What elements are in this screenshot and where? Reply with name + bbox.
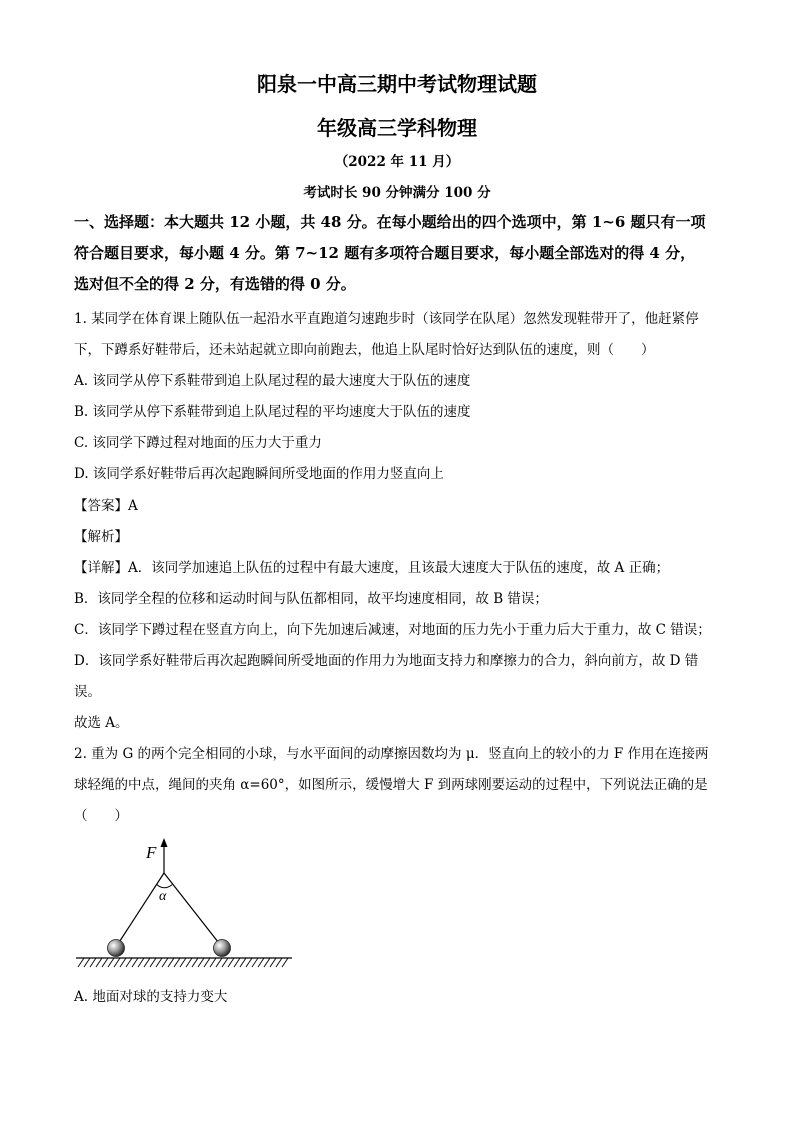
q1-option-d: D. 该同学系好鞋带后再次起跑瞬间所受地面的作用力竖直向上	[74, 466, 444, 482]
q1-stem-line-1: 1. 某同学在体育课上随队伍一起沿水平直跑道匀速跑步时（该同学在队尾）忽然发现鞋带开了，他赶紧停	[74, 311, 699, 327]
force-label: F	[146, 843, 157, 862]
q2-figure	[72, 836, 302, 972]
q2-stem-line-3: （ ）	[74, 808, 128, 824]
q1-stem-line-2: 下，下蹲系好鞋带后，还未站起就立即向前跑去，他追上队尾时恰好达到队伍的速度，则（ ）	[74, 342, 655, 358]
q1-detail-line-1: 【详解】A．该同学加速追上队伍的过程中有最大速度，且该最大速度大于队伍的速度，故 A 正确；	[74, 560, 670, 576]
section-instructions-line-2: 符合题目要求，每小题 4 分。第 7~12 题有多项符合题目要求，每小题全部选对的得 4 分，	[74, 244, 696, 262]
section-instructions-line-3: 选对但不全的得 2 分，有选错的得 0 分。	[74, 275, 356, 293]
rope-right	[164, 873, 222, 947]
q1-option-b: B. 该同学从停下系鞋带到追上队尾过程的平均速度大于队伍的速度	[74, 404, 471, 420]
rope-left	[116, 873, 164, 947]
q1-analysis-label: 【解析】	[74, 529, 128, 545]
q2-stem-line-2: 球轻绳的中点，绳间的夹角 α=60°，如图所示，缓慢增大 F 到两球刚要运动的过程中，下列说法正确的是	[74, 777, 708, 793]
q1-conclusion: 故选 A。	[74, 715, 129, 731]
page-title: 阳泉一中高三期中考试物理试题	[257, 72, 537, 96]
angle-label: α	[159, 889, 167, 904]
force-arrow-head	[161, 838, 168, 847]
ball-right	[214, 940, 231, 957]
q2-option-a: A. 地面对球的支持力变大	[74, 989, 228, 1005]
ball-left	[108, 940, 125, 957]
page-subtitle: 年级高三学科物理	[317, 116, 477, 140]
q1-detail-line-5: 误。	[74, 684, 101, 700]
q2-stem-line-1: 2. 重为 G 的两个完全相同的小球，与水平面间的动摩擦因数均为 μ．竖直向上的较小的力 F 作用在连接两	[74, 746, 709, 762]
angle-arc	[157, 884, 173, 887]
section-instructions-line-1: 一、选择题：本大题共 12 小题，共 48 分。在每小题给出的四个选项中，第 1~6 题只有一项	[74, 213, 706, 231]
q1-detail-line-4: D．该同学系好鞋带后再次起跑瞬间所受地面的作用力为地面支持力和摩擦力的合力，斜向前方，故 D 错	[74, 653, 699, 669]
q1-option-c: C. 该同学下蹲过程对地面的压力大于重力	[74, 435, 322, 451]
q1-detail-line-3: C．该同学下蹲过程在竖直方向上，向下先加速后减速，对地面的压力先小于重力后大于重力，故 C 错误；	[74, 622, 711, 638]
q1-detail-line-2: B．该同学全程的位移和运动时间与队伍都相同，故平均速度相同，故 B 错误；	[74, 591, 548, 607]
q1-answer: 【答案】A	[74, 498, 138, 514]
exam-date: （2022 年 11 月）	[334, 154, 460, 170]
ground-hatching	[78, 958, 288, 967]
exam-duration: 考试时长 90 分钟满分 100 分	[303, 185, 491, 201]
q1-option-a: A. 该同学从停下系鞋带到追上队尾过程的最大速度大于队伍的速度	[74, 373, 471, 389]
